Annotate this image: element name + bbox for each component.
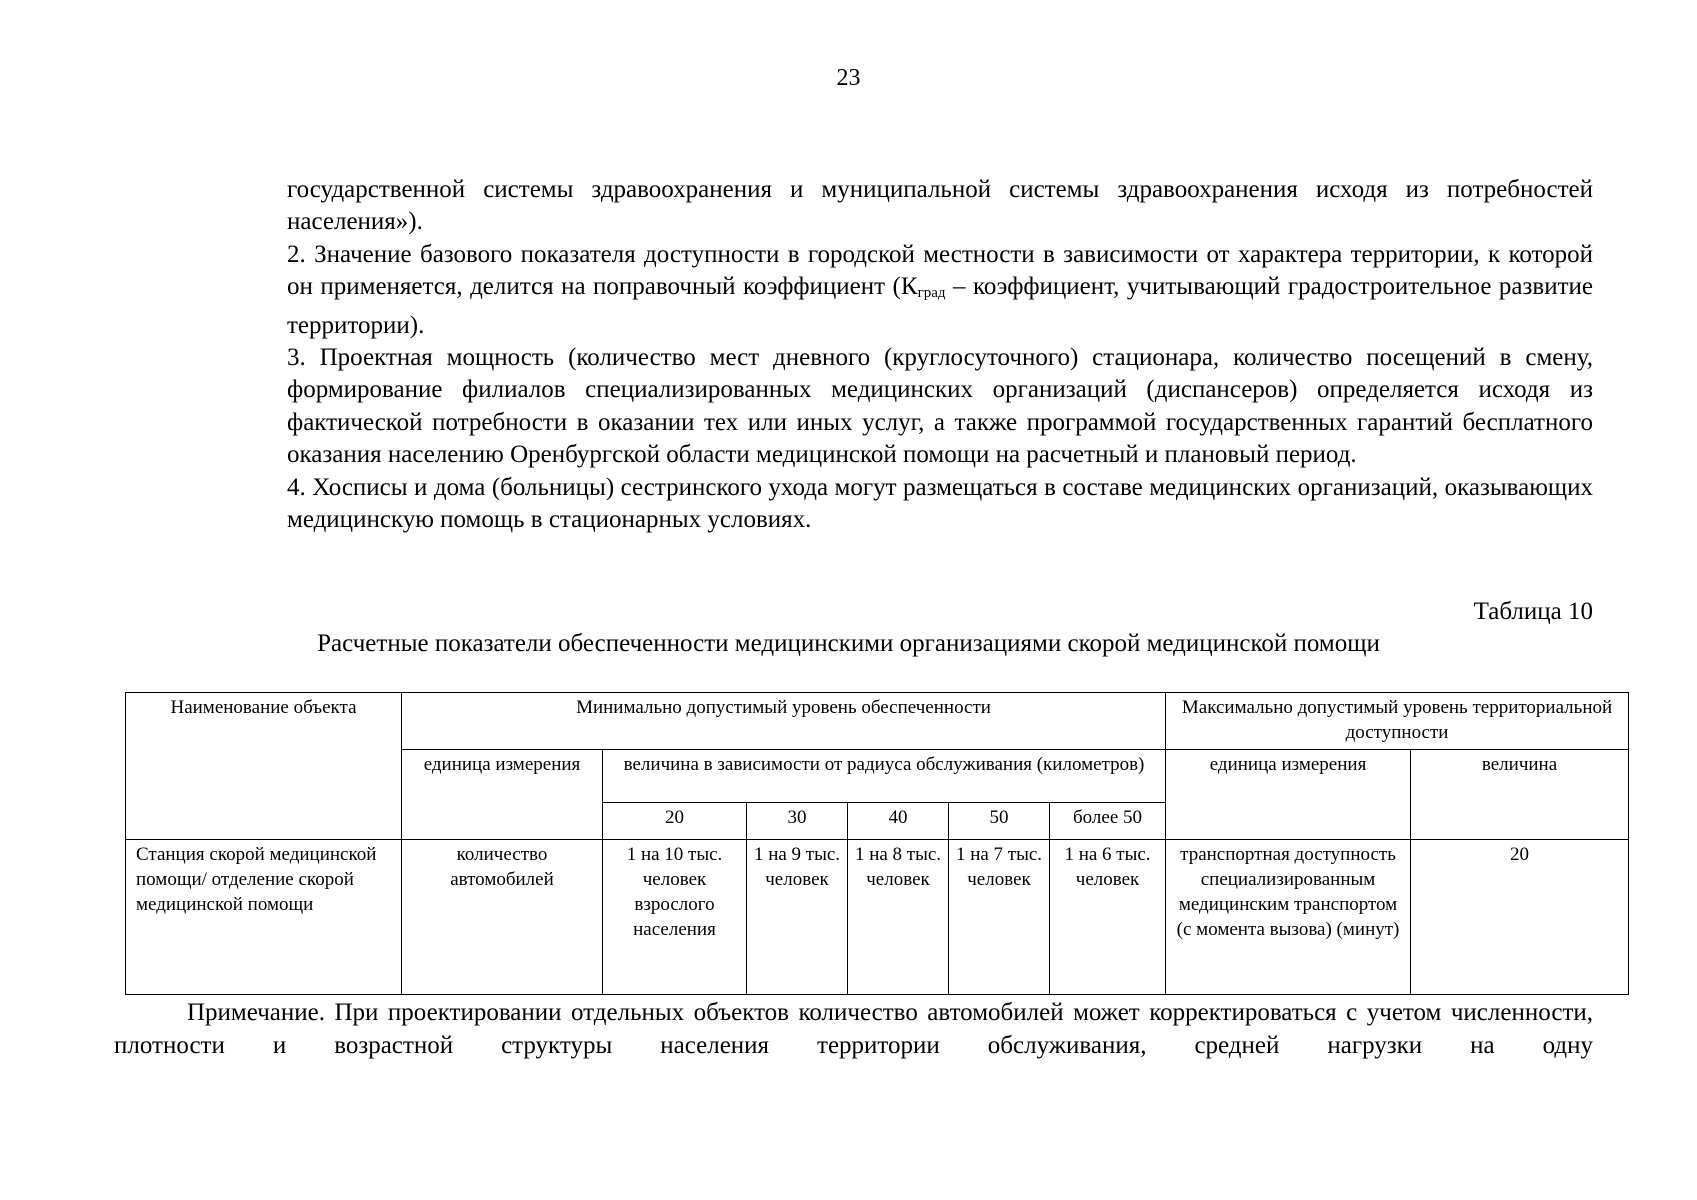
header-radius-40: 40	[848, 803, 949, 840]
table-title: Расчетные показатели обеспеченности медицинскими организациями скорой медицинской помощи	[317, 630, 1380, 657]
table-number: Таблица 10	[1473, 598, 1593, 625]
header-max-level: Максимально допустимый уровень территориальной доступности	[1166, 693, 1629, 750]
header-object-name: Наименование объекта	[126, 693, 402, 840]
note-paragraph: Примечание. При проектировании отдельных объектов количество автомобилей может корректироваться с учетом численности, плотности и возрастной структуры населения территории обслуживания, средней нагрузки на одну	[114, 999, 1593, 1059]
subscript-grad: град	[917, 285, 946, 302]
header-radius-over-50: более 50	[1050, 803, 1166, 840]
paragraph-1: государственной системы здравоохранения и муниципальной системы здравоохранения исходя из потребностей населения»).	[287, 176, 1593, 236]
page-number: 23	[836, 65, 861, 91]
cell-value-50: 1 на 7 тыс. человек	[949, 840, 1050, 995]
cell-value-40: 1 на 8 тыс. человек	[848, 840, 949, 995]
header-radius-30: 30	[747, 803, 848, 840]
cell-value-20: 1 на 10 тыс. человек взрослого населения	[603, 840, 747, 995]
header-unit: единица измерения	[402, 750, 603, 840]
header-min-level: Минимально допустимый уровень обеспеченности	[402, 693, 1166, 750]
paragraph-4: 4. Хосписы и дома (больницы) сестринского ухода могут размещаться в составе медицинских организаций, оказывающих медицинскую помощь в стационарных условиях.	[287, 473, 1593, 534]
table-row	[126, 840, 1629, 995]
header-radius-50: 50	[949, 803, 1050, 840]
header-value-by-radius: величина в зависимости от радиуса обслуживания (километров)	[603, 750, 1166, 803]
cell-value-30: 1 на 9 тыс. человек	[747, 840, 848, 995]
paragraph-2-start: 2. Значение базового показателя доступности в городской местности в зависимости от характера территории, к которой он применяется, делится на поправочный коэффициент (К	[287, 240, 1593, 301]
cell-access-unit: транспортная доступность специализированным медицинским транспортом (с момента вызова) (минут)	[1166, 840, 1411, 995]
cell-unit: количество автомобилей	[402, 840, 603, 995]
cell-object: Станция скорой медицинской помощи/ отделение скорой медицинской помощи	[126, 840, 402, 995]
header-radius-20: 20	[603, 803, 747, 840]
header-value: величина	[1411, 750, 1629, 840]
paragraph-2	[287, 239, 1593, 342]
paragraph-3: 3. Проектная мощность (количество мест дневного (круглосуточного) стационара, количество посещений в смену, формирование филиалов специализированных медицинских организаций (диспансеров) определяется исходя из фактической потребности в оказании тех или иных услуг, а также программой государственных гарантий бесплатного оказания населению Оренбургской области медицинской помощи на расчетный и плановый период.	[287, 344, 1593, 469]
paragraph-2-end: – коэффициент, учитывающий градостроительное развитие территории).	[287, 273, 1593, 339]
cell-access-value: 20	[1411, 840, 1629, 995]
header-unit-2: единица измерения	[1166, 750, 1411, 840]
note-section	[114, 996, 1593, 1062]
header-row-1	[126, 693, 1629, 750]
data-table	[125, 692, 1629, 995]
body-text	[287, 174, 1593, 536]
cell-value-over-50: 1 на 6 тыс. человек	[1050, 840, 1166, 995]
